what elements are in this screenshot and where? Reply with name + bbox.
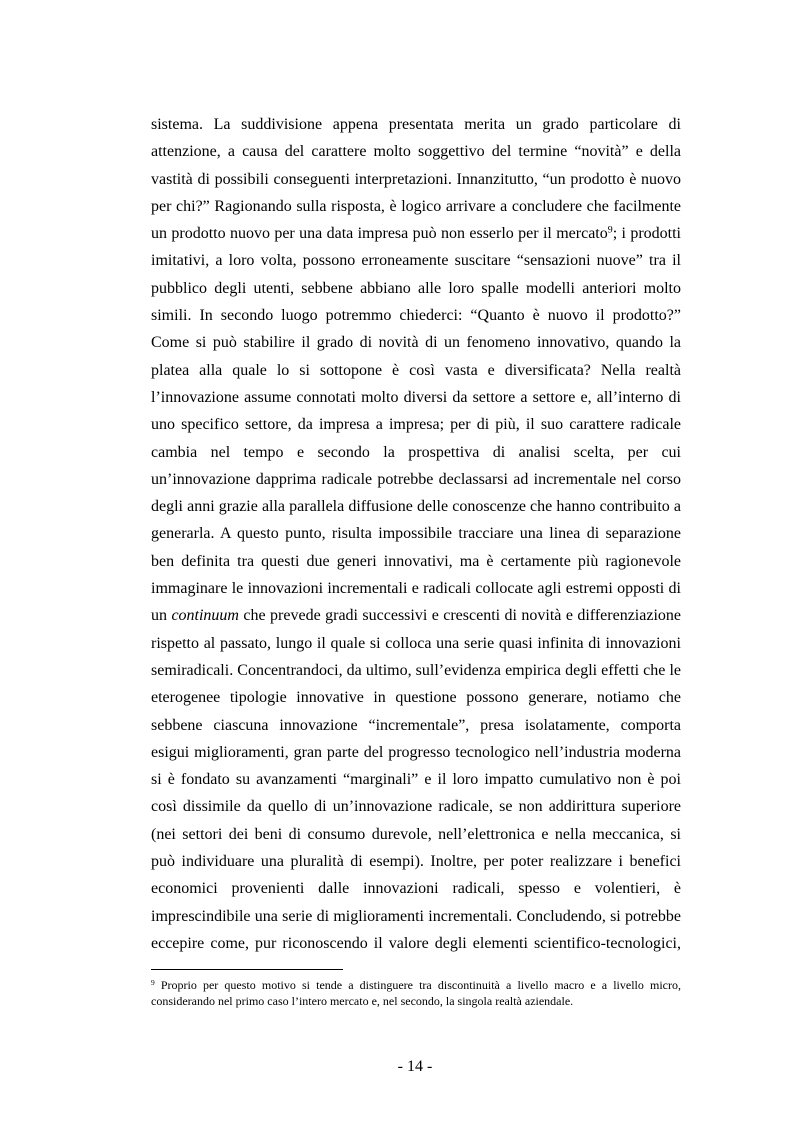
- body-text-segment-2: ; i prodotti imitativi, a loro volta, possono erroneamente suscitare “sensazioni nuove” tra il pubblico degli utenti, sebbene abbiano alle loro spalle modelli anteriori molto simili. In secondo luogo potremmo chiederci: “Quanto è nuovo il prodotto?” Come si può stabilire il grado di novità di un fenomeno innovativo, quando la platea alla quale lo si sottopone è così vasta e diversificata? Nella realtà l’innovazione assume connotati molto diversi da settore a settore e, all’interno di uno specifico settore, da impresa a impresa; per di più, il suo carattere radicale cambia nel tempo e secondo la prospettiva di analisi scelta, per cui un’innovazione dapprima radicale potrebbe declassarsi ad incrementale nel corso degli anni grazie alla parallela diffusione delle conoscenze che hanno contribuito a generarla. A questo punto, risulta impossibile tracciare una linea di separazione ben definita tra questi due generi innovativi, ma è certamente più ragionevole immaginare le innovazioni incrementali e radicali collocate agli estremi opposti di un: [151, 225, 681, 625]
- italic-term: continuum: [171, 607, 239, 625]
- body-text-segment-1: sistema. La suddivisione appena presentata merita un grado particolare di attenzione, a causa del carattere molto soggettivo del termine “novità” e della vastità di possibili conseguenti interpretazioni. Innanzitutto, “un prodotto è nuovo per chi?” Ragionando sulla risposta, è logico arrivare a concludere che facilmente un prodotto nuovo per una data impresa può non esserlo per il mercato: [151, 116, 681, 243]
- footnote-separator: [151, 969, 343, 970]
- footnote-text: Proprio per questo motivo si tende a distinguere tra discontinuità a livello macro e a livello micro, considerando nel primo caso l’intero mercato e, nel secondo, la singola realtà aziendale.: [151, 978, 681, 1008]
- body-paragraph: [151, 111, 681, 957]
- page-number: - 14 -: [397, 1058, 433, 1075]
- footnote-number: 9: [151, 977, 155, 987]
- footnote: [151, 977, 681, 1009]
- footnote-reference[interactable]: 9: [607, 224, 613, 236]
- body-text-segment-3: che prevede gradi successivi e crescenti di novità e differenziazione rispetto al passato, lungo il quale si colloca una serie quasi infinita di innovazioni semiradicali. Concentrandoci, da ultimo, sull’evidenza empirica degli effetti che le eterogenee tipologie innovative in questione possono generare, notiamo che sebbene ciascuna innovazione “incrementale”, presa isolatamente, comporta esigui miglioramenti, gran parte del progresso tecnologico nell’industria moderna si è fondato su avanzamenti “marginali” e il loro impatto cumulativo non è poi così dissimile da quello di un’innovazione radicale, se non addirittura superiore (nei settori dei beni di consumo durevole, nell’elettronica e nella meccanica, si può individuare una pluralità di esempi). Inoltre, per poter realizzare i benefici economici provenienti dalle innovazioni radicali, spesso e volentieri, è imprescindibile una serie di miglioramenti incrementali. Concludendo, si potrebbe eccepire come, pur riconoscendo il valore degli elementi scientifico-tecnologici,: [151, 607, 682, 952]
